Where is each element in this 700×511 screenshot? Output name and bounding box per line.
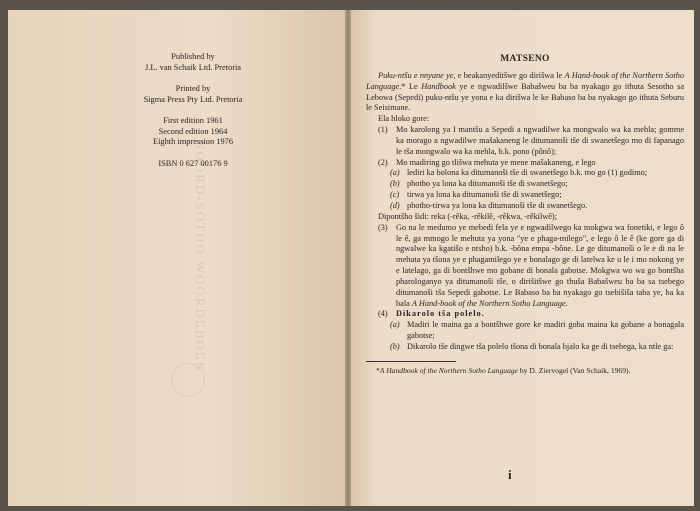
list-item-2: (2) Mo madiring go tlišwa mehuta ye mene mašakaneng, e lego bbox=[378, 157, 596, 167]
preface-text bbox=[366, 54, 684, 375]
left-page bbox=[8, 10, 345, 506]
right-page bbox=[351, 10, 694, 506]
list-item-3: (3) Go na le medumo ye mebedi fela ye e ngwadilwego ka mokgwa wa fonetiki, e lego ô le ê, ga mmogo le mehuta ya yona "ye e phaga-milego", e lego ô le ê (ke gore ga di ngwalwe ka kgatišo e ntsho) b.k. -bôna empa -bône. Le ge ditumanoši o le e di na le mehuta ya tšona ye e phagamilego ye e bonalago ge di latelwa ke u le i mo nokong ye e latelago, ga di bontšhwe mo gobane di bonala gabotse. Mokgwa wo wa go bontšha pharologanyo ya ditumanoši tše, o dirišitšwe go thuša Babašweu ba ba sa tsebego ditumanoši tša Sepedi gabotse. Le Babaso ba ba nyakago go tsebišiša taba ye, ba ka bala A Hand-book of the Northern Sotho Language. bbox=[378, 222, 684, 308]
list-subitem: (d) photho-tirwa ya lona ka ditumanoši tše di swanetšego. bbox=[390, 200, 588, 210]
intro-paragraph: Puku-ntšu e nnyane ye, e beakanyeditšwe go dirišwa le A Hand-book of the Northern Sotho Language.* Le Handbook ye e ngwadilšwe Babašweu ba ba nyakago go ithuta Sesotho sa Lebowa (Sepedi) puku-ntšu ye yona e ka dirišwa le ke Babaso ba ba nyakago go ithuta Seburu le Seisimane. bbox=[366, 70, 685, 113]
list-subitem: (c) tirwa ya lona ka ditumanoši tše di swanetšego; bbox=[390, 190, 562, 200]
list-subitem: (b) photho ya lona ka ditumanoši tše di swanetšego; bbox=[390, 179, 568, 189]
list-subitem: (b) Dikarolo tše dingwe tša polelo tšona di bonala bjalo ka ge di tsebega, ka ntle ga: bbox=[390, 341, 674, 351]
bleed-through-emblem bbox=[171, 363, 205, 397]
printer-info: Printed by Sigma Press Pty Ltd. Pretoria bbox=[143, 84, 243, 104]
edition-info: First edition 1961 Second edition 1964 Eighth impression 1976 bbox=[152, 116, 234, 146]
bleed-through-spine-text: NOORD-SOTHO WOORDEBOEK bbox=[193, 140, 208, 374]
list-item-4: (4) Dikarolo tša polelo. bbox=[378, 309, 485, 319]
page-number: i bbox=[508, 467, 512, 482]
list-subitem: (a) Madiri le maina ga a bontšhwe gore ke madiri goba maina ka gobane a bonagala gabotse; bbox=[390, 320, 684, 341]
page-title: MATSENO bbox=[500, 54, 550, 64]
publisher-info: Published by J.L. van Schaik Ltd. Pretoria bbox=[144, 52, 242, 72]
examples-line: Dipontšho šidi: reka (-rêka, -rêkilê, -rêkwa, -rêkilwê); bbox=[378, 211, 558, 221]
footnote-rule bbox=[366, 361, 456, 362]
ela-hloko: Ela hloko gore: bbox=[378, 114, 430, 124]
footnote: *A Handbook of the Northern Sotho Language by D. Ziervogel (Van Schaik, 1969). bbox=[376, 365, 631, 375]
isbn: ISBN 0 627 00176 9 bbox=[158, 158, 228, 168]
list-subitem: (a) lediri ka bolona ka ditumanoši tše di swanetšego b.k. mo go (1) godimo; bbox=[390, 168, 648, 178]
list-item-1: (1) Mo karolong ya I mantšu a Sepedi a ngwadilwe ka mongwalo wa ka mehla; gomme ka morago a ngwadilwe mašakaneng le ditumanoši tše di swanetšego mo di fapanago le tša mongwalo wa ka mehla, b.k. pono (pônô); bbox=[378, 125, 684, 156]
imprint-block bbox=[108, 52, 278, 169]
